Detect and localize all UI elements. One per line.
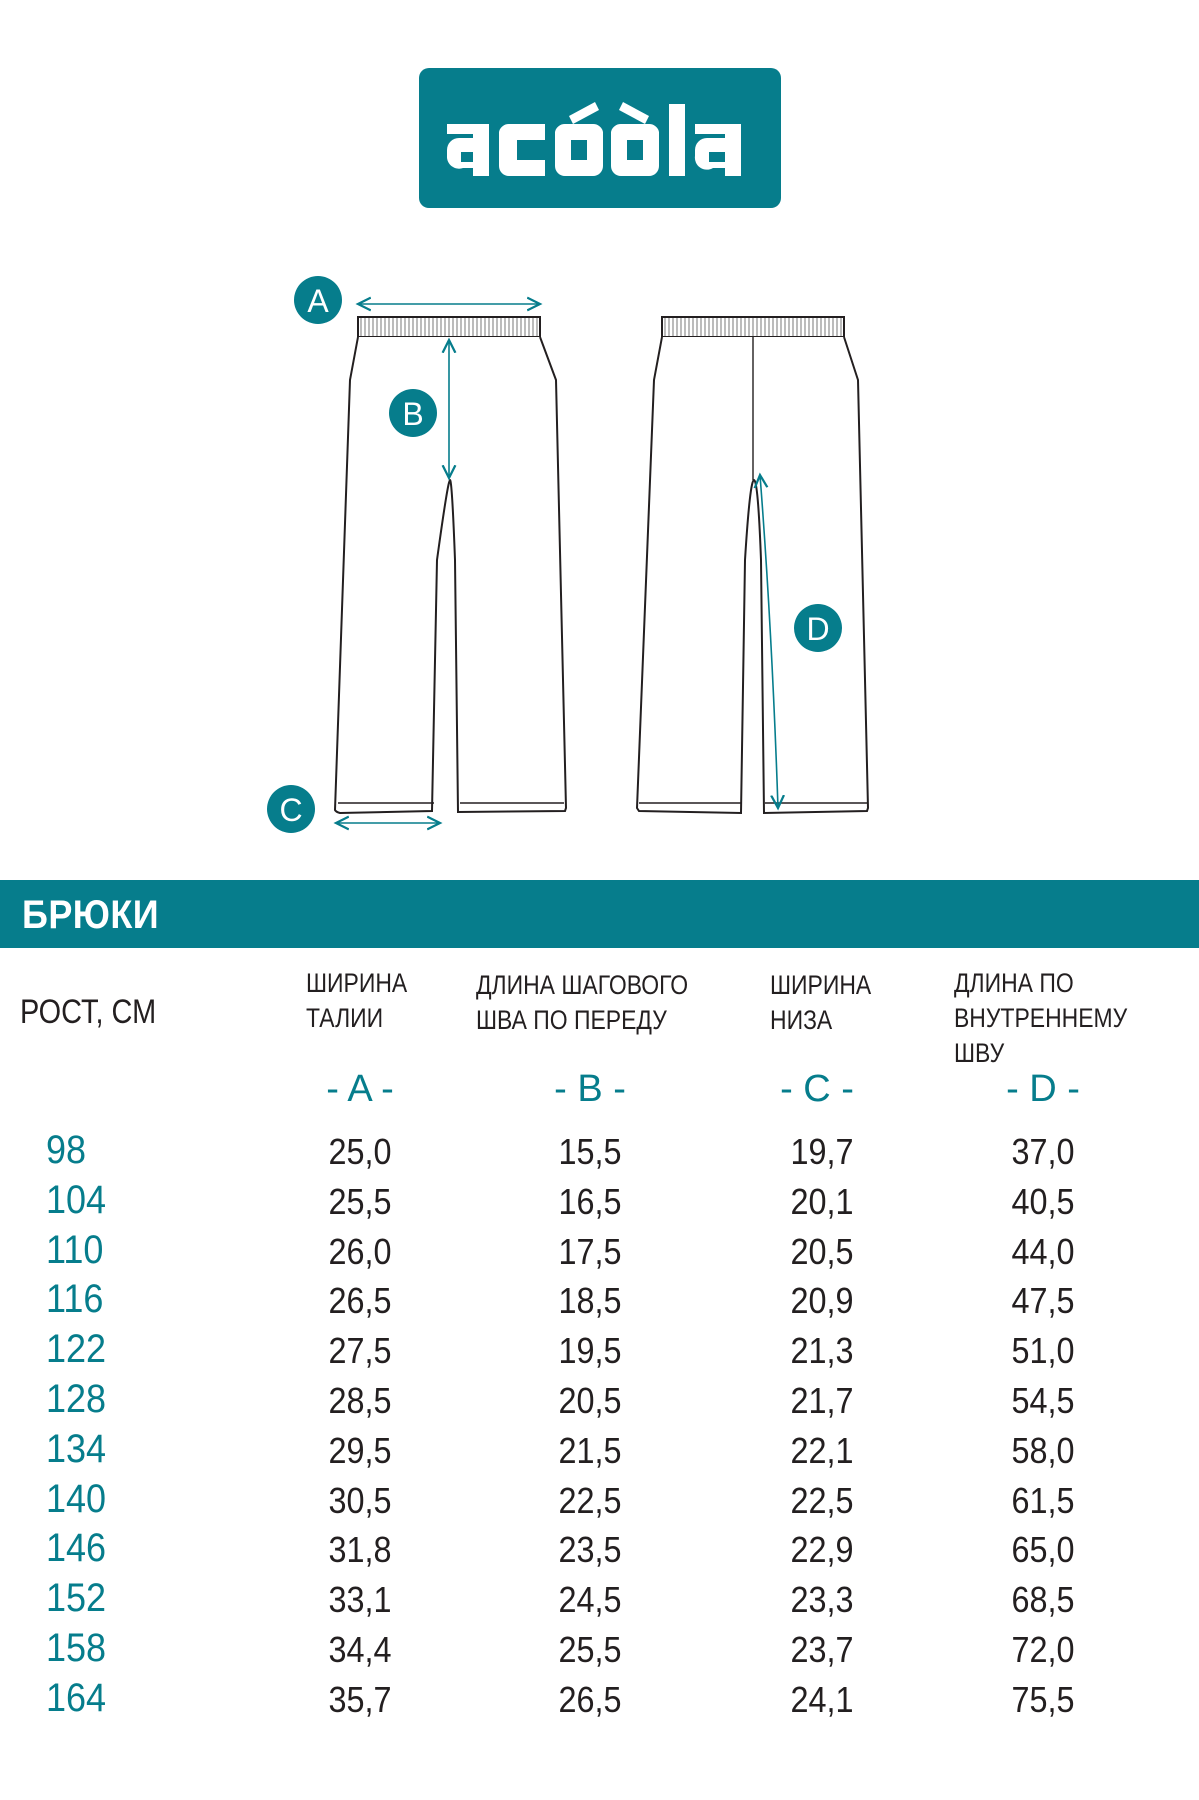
marker-c <box>267 785 315 833</box>
row-size: 104 <box>46 1177 107 1222</box>
row-value-c: 21,3 <box>790 1330 854 1372</box>
pants-back <box>637 317 868 813</box>
row-value-a: 27,5 <box>328 1330 392 1372</box>
column-letter-a: - A - <box>326 1068 394 1110</box>
row-value-a: 30,5 <box>328 1479 392 1521</box>
row-size: 152 <box>46 1576 107 1621</box>
row-value-b: 22,5 <box>558 1479 622 1521</box>
row-value-c: 24,1 <box>790 1678 854 1720</box>
row-value-a: 26,5 <box>328 1280 392 1322</box>
pants-front <box>335 317 566 813</box>
row-value-a: 35,7 <box>328 1678 392 1720</box>
table-row <box>0 1427 1199 1477</box>
marker-a-label: A <box>307 283 329 319</box>
row-value-b: 23,5 <box>558 1529 622 1571</box>
table-row <box>0 1277 1199 1327</box>
row-value-a: 29,5 <box>328 1429 392 1471</box>
row-value-c: 19,7 <box>790 1131 854 1172</box>
table-row <box>0 1377 1199 1427</box>
row-size: 116 <box>46 1277 104 1322</box>
row-value-a: 25,5 <box>328 1180 392 1222</box>
row-value-d: 75,5 <box>1011 1678 1075 1720</box>
table-row <box>0 1526 1199 1576</box>
row-value-b: 26,5 <box>558 1678 622 1720</box>
row-value-c: 23,7 <box>790 1628 854 1670</box>
row-value-d: 47,5 <box>1011 1280 1075 1322</box>
row-value-c: 21,7 <box>790 1379 854 1421</box>
row-value-d: 61,5 <box>1011 1479 1075 1521</box>
row-value-b: 18,5 <box>558 1280 622 1322</box>
row-value-b: 24,5 <box>558 1579 622 1621</box>
column-header-height: РОСТ, СМ <box>20 993 157 1031</box>
row-value-d: 68,5 <box>1011 1579 1075 1621</box>
size-table <box>0 1128 1199 1726</box>
row-value-d: 58,0 <box>1011 1429 1075 1471</box>
table-row <box>0 1477 1199 1527</box>
marker-b-label: B <box>402 396 424 432</box>
acoola-logo <box>419 68 781 208</box>
pants-diagram <box>0 250 1199 840</box>
row-value-a: 28,5 <box>328 1379 392 1421</box>
column-letter-b: - B - <box>554 1068 626 1110</box>
column-letter-c: - C - <box>780 1068 854 1110</box>
row-value-c: 22,9 <box>790 1529 854 1571</box>
column-header-d: ДЛИНА ПО ВНУТРЕННЕМУ ШВУ <box>954 968 1128 1068</box>
table-row <box>0 1327 1199 1377</box>
row-value-a: 31,8 <box>328 1529 392 1571</box>
table-row <box>0 1626 1199 1676</box>
column-letter-d: - D - <box>1006 1068 1080 1110</box>
row-value-b: 25,5 <box>558 1628 622 1670</box>
table-row <box>0 1178 1199 1228</box>
brand-logo <box>419 68 781 208</box>
row-size: 98 <box>46 1128 87 1172</box>
row-value-d: 65,0 <box>1011 1529 1075 1571</box>
table-row <box>0 1228 1199 1278</box>
row-size: 110 <box>46 1227 104 1272</box>
row-value-d: 44,0 <box>1011 1230 1075 1272</box>
marker-c-label: C <box>279 792 303 828</box>
row-size: 140 <box>46 1476 107 1521</box>
row-value-c: 20,5 <box>790 1230 854 1272</box>
marker-d <box>794 604 842 652</box>
row-value-a: 25,0 <box>328 1131 392 1172</box>
column-header-a: ШИРИНА ТАЛИИ <box>306 968 408 1033</box>
row-value-a: 26,0 <box>328 1230 392 1272</box>
row-value-d: 51,0 <box>1011 1330 1075 1372</box>
row-size: 134 <box>46 1426 107 1471</box>
product-title-bar <box>0 880 1199 948</box>
row-value-d: 72,0 <box>1011 1628 1075 1670</box>
row-value-a: 34,4 <box>328 1628 392 1670</box>
row-value-d: 37,0 <box>1011 1131 1075 1172</box>
row-value-b: 17,5 <box>558 1230 622 1272</box>
row-value-a: 33,1 <box>328 1579 392 1621</box>
row-value-c: 22,5 <box>790 1479 854 1521</box>
table-row <box>0 1576 1199 1626</box>
row-value-b: 15,5 <box>558 1131 622 1172</box>
row-value-d: 40,5 <box>1011 1180 1075 1222</box>
row-size: 164 <box>46 1675 107 1720</box>
row-value-c: 22,1 <box>790 1429 854 1471</box>
row-size: 128 <box>46 1376 107 1421</box>
row-value-b: 19,5 <box>558 1330 622 1372</box>
row-value-c: 23,3 <box>790 1579 854 1621</box>
row-size: 158 <box>46 1625 107 1670</box>
column-header-b: ДЛИНА ШАГОВОГО ШВА ПО ПЕРЕДУ <box>476 970 689 1035</box>
table-row <box>0 1128 1199 1178</box>
marker-d-label: D <box>806 611 830 647</box>
row-size: 146 <box>46 1526 107 1571</box>
row-value-c: 20,9 <box>790 1280 854 1322</box>
marker-a <box>294 276 342 324</box>
table-row <box>0 1676 1199 1726</box>
row-value-b: 20,5 <box>558 1379 622 1421</box>
marker-b <box>389 389 437 437</box>
row-value-b: 16,5 <box>558 1180 622 1222</box>
product-title: БРЮКИ <box>22 893 160 937</box>
row-size: 122 <box>46 1327 107 1372</box>
row-value-c: 20,1 <box>790 1180 854 1222</box>
row-value-b: 21,5 <box>558 1429 622 1471</box>
column-header-c: ШИРИНА НИЗА <box>770 970 872 1035</box>
row-value-d: 54,5 <box>1011 1379 1075 1421</box>
